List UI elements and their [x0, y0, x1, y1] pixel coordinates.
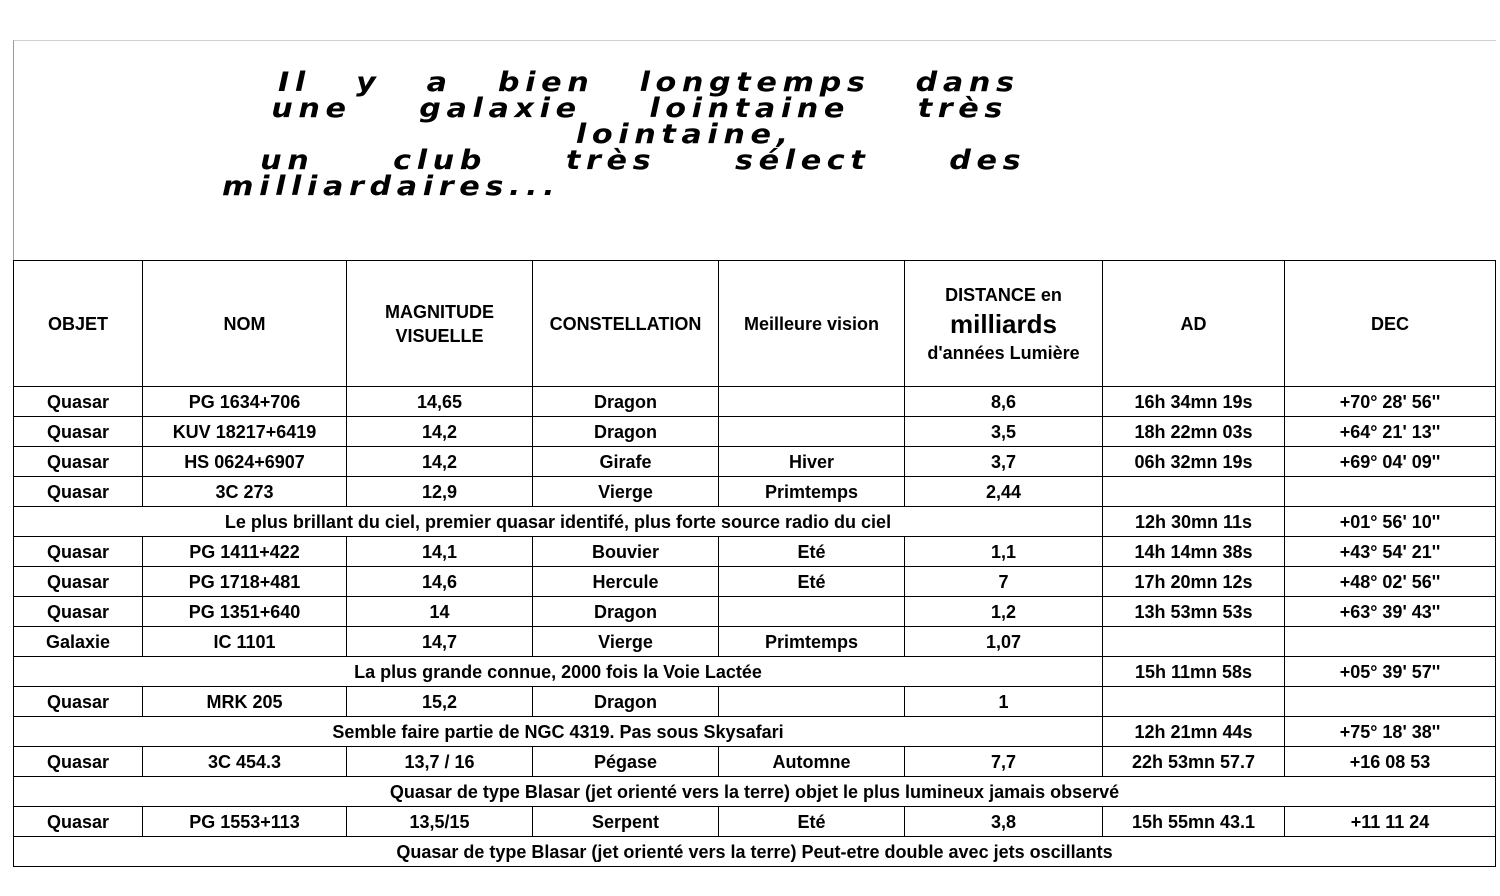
header-magnitude-line1: MAGNITUDE: [385, 301, 494, 322]
cell-nom: PG 1718+481: [143, 567, 347, 597]
cell-vision: Automne: [719, 747, 905, 777]
cell-objet: Quasar: [14, 477, 143, 507]
cell-distance: 1,2: [905, 597, 1103, 627]
cell-objet: Quasar: [14, 417, 143, 447]
header-magnitude-line2: VISUELLE: [395, 325, 484, 346]
cell-ad: 12h 21mn 44s: [1103, 717, 1285, 747]
cell-objet: Quasar: [14, 537, 143, 567]
cell-constellation: Dragon: [533, 417, 719, 447]
cell-vision: Eté: [719, 807, 905, 837]
cell-distance: 3,8: [905, 807, 1103, 837]
cell-objet: Quasar: [14, 567, 143, 597]
banner-line-1: Il y a bien longtemps dans: [278, 67, 1020, 98]
table-row: [14, 537, 1496, 567]
cell-magnitude: 13,7 / 16: [347, 747, 533, 777]
cell-constellation: Pégase: [533, 747, 719, 777]
header-ad: AD: [1103, 261, 1285, 387]
cell-objet: Quasar: [14, 747, 143, 777]
table-row: [14, 387, 1496, 417]
table-row: [14, 567, 1496, 597]
cell-magnitude: 14,65: [347, 387, 533, 417]
cell-ad: 16h 34mn 19s: [1103, 387, 1285, 417]
header-magnitude: [347, 261, 533, 387]
banner-line-2: une galaxie lointaine très: [271, 93, 1008, 124]
cell-vision: [719, 387, 905, 417]
header-nom: NOM: [143, 261, 347, 387]
cell-note: La plus grande connue, 2000 fois la Voie Lactée: [14, 657, 1103, 687]
table-row: [14, 747, 1496, 777]
cell-note: Quasar de type Blasar (jet orienté vers la terre) Peut-etre double avec jets oscillants: [14, 837, 1496, 867]
cell-vision: [719, 687, 905, 717]
banner-line-3: lointaine,: [575, 119, 794, 150]
header-vision: Meilleure vision: [719, 261, 905, 387]
cell-constellation: Dragon: [533, 687, 719, 717]
cell-dec: +64° 21' 13'': [1285, 417, 1496, 447]
cell-magnitude: 13,5/15: [347, 807, 533, 837]
cell-nom: HS 0624+6907: [143, 447, 347, 477]
cell-dec: +69° 04' 09'': [1285, 447, 1496, 477]
table-row: [14, 627, 1496, 657]
cell-vision: Hiver: [719, 447, 905, 477]
cell-nom: PG 1553+113: [143, 807, 347, 837]
cell-magnitude: 14: [347, 597, 533, 627]
cell-ad-empty: [1103, 627, 1285, 657]
table-row: [14, 807, 1496, 837]
cell-nom: PG 1634+706: [143, 387, 347, 417]
cell-constellation: Hercule: [533, 567, 719, 597]
cell-magnitude: 12,9: [347, 477, 533, 507]
cell-note: Quasar de type Blasar (jet orienté vers la terre) objet le plus lumineux jamais observé: [14, 777, 1496, 807]
cell-nom: IC 1101: [143, 627, 347, 657]
cell-ad: 06h 32mn 19s: [1103, 447, 1285, 477]
cell-nom: 3C 454.3: [143, 747, 347, 777]
cell-ad: 18h 22mn 03s: [1103, 417, 1285, 447]
cell-ad: 13h 53mn 53s: [1103, 597, 1285, 627]
cell-dec: +48° 02' 56'': [1285, 567, 1496, 597]
header-distance: [905, 261, 1103, 387]
cell-ad: 17h 20mn 12s: [1103, 567, 1285, 597]
cell-dec: +63° 39' 43'': [1285, 597, 1496, 627]
cell-distance: 7,7: [905, 747, 1103, 777]
cell-dec: +16 08 53: [1285, 747, 1496, 777]
cell-dec: +43° 54' 21'': [1285, 537, 1496, 567]
header-distance-line2: milliards: [950, 308, 1057, 339]
cell-dec-empty: [1285, 687, 1496, 717]
header-constellation: CONSTELLATION: [533, 261, 719, 387]
cell-vision: Primtemps: [719, 627, 905, 657]
cell-constellation: Bouvier: [533, 537, 719, 567]
cell-ad: 15h 55mn 43.1: [1103, 807, 1285, 837]
objects-table: [13, 260, 1496, 867]
header-row: [14, 261, 1496, 387]
cell-ad: 22h 53mn 57.7: [1103, 747, 1285, 777]
table-note-row: [14, 657, 1496, 687]
banner-line-4: un club très sélect des: [260, 145, 1027, 176]
table-note-row: [14, 717, 1496, 747]
cell-magnitude: 15,2: [347, 687, 533, 717]
header-objet: OBJET: [14, 261, 143, 387]
cell-ad: 14h 14mn 38s: [1103, 537, 1285, 567]
cell-distance: 3,5: [905, 417, 1103, 447]
cell-ad: 15h 11mn 58s: [1103, 657, 1285, 687]
cell-constellation: Vierge: [533, 627, 719, 657]
cell-vision: Eté: [719, 537, 905, 567]
cell-magnitude: 14,6: [347, 567, 533, 597]
cell-objet: Galaxie: [14, 627, 143, 657]
cell-distance: 2,44: [905, 477, 1103, 507]
table-row: [14, 597, 1496, 627]
cell-dec: +05° 39' 57'': [1285, 657, 1496, 687]
table-note-row: [14, 837, 1496, 867]
cell-objet: Quasar: [14, 387, 143, 417]
header-distance-line3: d'années Lumière: [927, 342, 1080, 363]
table-row: [14, 447, 1496, 477]
cell-constellation: Serpent: [533, 807, 719, 837]
cell-nom: KUV 18217+6419: [143, 417, 347, 447]
cell-objet: Quasar: [14, 597, 143, 627]
cell-ad: 12h 30mn 11s: [1103, 507, 1285, 537]
cell-nom: PG 1351+640: [143, 597, 347, 627]
cell-objet: Quasar: [14, 447, 143, 477]
banner-line-5: milliardaires...: [222, 171, 561, 202]
cell-distance: 1,1: [905, 537, 1103, 567]
cell-dec: +11 11 24: [1285, 807, 1496, 837]
cell-magnitude: 14,2: [347, 447, 533, 477]
cell-dec-empty: [1285, 477, 1496, 507]
table-row: [14, 687, 1496, 717]
cell-vision: [719, 417, 905, 447]
cell-nom: MRK 205: [143, 687, 347, 717]
cell-magnitude: 14,2: [347, 417, 533, 447]
table-note-row: [14, 777, 1496, 807]
cell-distance: 3,7: [905, 447, 1103, 477]
cell-distance: 8,6: [905, 387, 1103, 417]
cell-vision: Primtemps: [719, 477, 905, 507]
cell-note: Semble faire partie de NGC 4319. Pas sous Skysafari: [14, 717, 1103, 747]
cell-constellation: Vierge: [533, 477, 719, 507]
cell-distance: 1: [905, 687, 1103, 717]
cell-constellation: Dragon: [533, 387, 719, 417]
cell-vision: Eté: [719, 567, 905, 597]
table-row: [14, 417, 1496, 447]
cell-distance: 7: [905, 567, 1103, 597]
cell-magnitude: 14,1: [347, 537, 533, 567]
cell-magnitude: 14,7: [347, 627, 533, 657]
cell-vision: [719, 597, 905, 627]
header-dec: DEC: [1285, 261, 1496, 387]
table-note-row: [14, 507, 1496, 537]
cell-dec: +70° 28' 56'': [1285, 387, 1496, 417]
cell-nom: 3C 273: [143, 477, 347, 507]
cell-ad-empty: [1103, 687, 1285, 717]
cell-ad-empty: [1103, 477, 1285, 507]
cell-dec: +75° 18' 38'': [1285, 717, 1496, 747]
cell-constellation: Girafe: [533, 447, 719, 477]
table-row: [14, 477, 1496, 507]
cell-constellation: Dragon: [533, 597, 719, 627]
title-banner: [222, 67, 1219, 215]
cell-note: Le plus brillant du ciel, premier quasar identifé, plus forte source radio du ciel: [14, 507, 1103, 537]
cell-dec: +01° 56' 10'': [1285, 507, 1496, 537]
cell-objet: Quasar: [14, 807, 143, 837]
cell-distance: 1,07: [905, 627, 1103, 657]
cell-objet: Quasar: [14, 687, 143, 717]
header-distance-line1: DISTANCE en: [945, 284, 1062, 305]
cell-dec-empty: [1285, 627, 1496, 657]
cell-nom: PG 1411+422: [143, 537, 347, 567]
